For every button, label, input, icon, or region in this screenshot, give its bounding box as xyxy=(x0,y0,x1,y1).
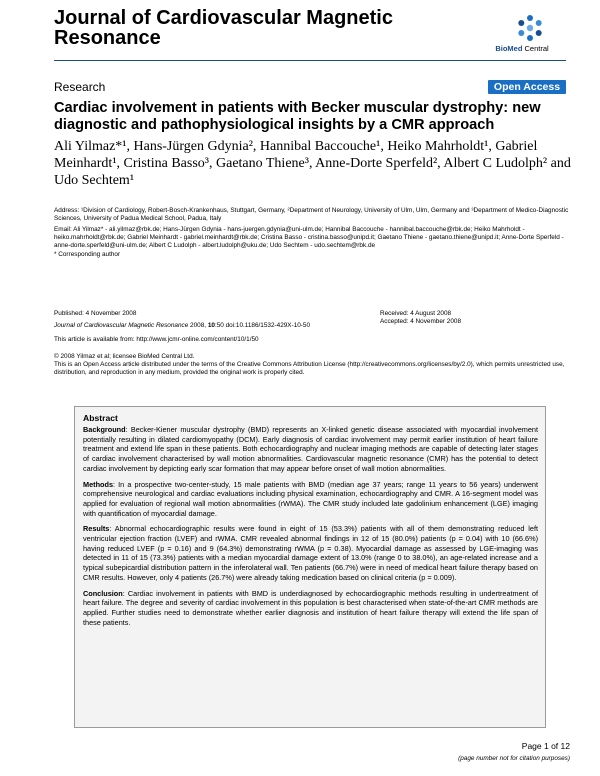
article-url[interactable]: This article is available from: http://www.jcmr-online.com/content/10/1/50 xyxy=(54,336,259,343)
citation-doi: :50 doi:10.1186/1532-429X-10-50 xyxy=(214,322,311,330)
abstract-conclusion: Conclusion: Cardiac involvement in patients with BMD is underdiagnosed by echocardiographic methods resulting in undertreatment of heart failure. The degree and severity of cardiac involvement in this population is best characterised when state-of-the-art CMR methods are applied. Further studies need to demonstrate whether earlier diagnosis and institution of heart failure therapy will extend the life span of these patients. xyxy=(83,588,538,627)
biomed-central-logo xyxy=(480,10,564,54)
citation-journal: Journal of Cardiovascular Magnetic Resonance xyxy=(54,322,189,330)
abstract-results: Results: Abnormal echocardiographic results were found in eight of 15 (53.3%) patients with all of them demonstrating reduced left ventricular ejection fraction (LVEF) and rWMA. CMR revealed abnormal findings in 12 of 15 (80.0%) patients (p = 0.04) with 10 (66.6%) having reduced LVEF (p = 0.16) and 9 (64.3%) demonstrating rWMA (p = 0.38). Myocardial damage as assessed by LGE-imaging was detected in 11 of 15 (73.3%) patients with a median myocardial damage extent of 13.0% (range 0 to 38.0%), an age-related increase and a typical subepicardial distribution pattern in the inferolateral wall. Ten patients (66.7%) were in need of medical heart failure therapy based on CMR results. However, only 4 patients (26.7%) were already taking medication based on clinical criteria (p = 0.009). xyxy=(83,524,538,582)
biomed-central-logo-text: BioMed Central xyxy=(495,44,549,53)
abstract-methods: Methods: In a prospective two-center-study, 15 male patients with BMD (median age 37 years; range 11 years to 56 years) underwent comprehensive neurological and cardiac evaluations including physical examination, echocardiography and CMR. A 16-segment model was applied for evaluation of regional wall motion abnormalities (rWMA). The CMR study included late gadolinium enhancement (LGE) imaging with quantification of myocardial damage. xyxy=(83,479,538,518)
article-title: Cardiac involvement in patients with Becker muscular dystrophy: new diagnostic and pathophysiological insights by a CMR approach xyxy=(54,100,541,133)
open-access-badge: Open Access xyxy=(488,80,566,94)
corresponding-author-note: * Corresponding author xyxy=(54,250,121,258)
abstract-background: Background: Becker-Kiener muscular dystrophy (BMD) represents an X-linked genetic disease associated with myocardial involvement potentially resulting in dilated cardiomyopathy (DCM). Early diagnosis of cardiac involvement may permit earlier institution of heart failure treatment and extend life span in these patients. Both echocardiography and nuclear imaging methods are capable of detecting later stages of cardiac involvement characterised by wall motion abnormalities. Cardiovascular magnetic resonance (CMR) has the potential to detect cardiac involvement by depicting early scar formation that may appear before onset of wall motion abnormalities. xyxy=(83,425,538,473)
citation xyxy=(54,322,384,330)
page-number: Page 1 of 12 xyxy=(521,741,570,751)
copyright-block xyxy=(54,353,574,378)
abstract-box xyxy=(74,406,546,728)
published-date: Published: 4 November 2008 xyxy=(54,310,137,317)
biomed-central-logo-mark xyxy=(480,10,564,44)
copyright-line: © 2008 Yilmaz et al; licensee BioMed Central Ltd. xyxy=(54,353,195,360)
email-list: Email: Ali Yilmaz* - ali.yilmaz@rbk.de; Hans-Jürgen Gdynia - hans-juergen.gdynia@uni-ulm.de; Hannibal Baccouche - hannibal.baccouche@rbk.de; Heiko Mahrholdt - heiko.mahrholdt@rbk.de; Gabriel Meinhardt - gabriel.meinhardt@rbk.de; Cristina Basso - cristina.basso@unipd.it; Gaetano Thiene - gaetano.thiene@unipd.it; Anne-Dorte Sperfeld - anne-dorte.sperfeld@uni-ulm.de; Albert C Ludolph - albert.ludolph@uku.de; Udo Sechtem - udo.sechtem@rbk.de xyxy=(54,226,564,250)
section-label: Research xyxy=(54,80,106,94)
citation-year: 2008, xyxy=(188,322,208,330)
author-emails xyxy=(54,226,574,259)
received-accepted xyxy=(380,310,570,326)
publication-meta xyxy=(54,310,384,330)
license-text: This is an Open Access article distributed under the terms of the Creative Commons Attribution License (http://creativecommons.org/licenses/by/2.0), which permits unrestricted use, distribution, and reproduction in any medium, provided the original work is properly cited. xyxy=(54,361,565,377)
author-list: Ali Yilmaz*¹, Hans-Jürgen Gdynia², Hannibal Baccouche¹, Heiko Mahrholdt¹, Gabriel Meinhardt¹, Cristina Basso³, Gaetano Thiene³, Anne-Dorte Sperfeld², Albert C Ludolph² and Udo Sechtem¹ xyxy=(54,139,571,188)
abstract-body xyxy=(83,425,538,633)
affiliations: Address: ¹Division of Cardiology, Robert-Bosch-Krankenhaus, Stuttgart, Germany, ²Department of Neurology, University of Ulm, Ulm, Germany and ³Department of Medico-Diagnostic Sciences, University of Padua Medical School, Padua, Italy xyxy=(54,207,569,223)
received-date: Received: 4 August 2008 xyxy=(380,310,452,317)
citation-volume: 10 xyxy=(207,322,215,330)
abstract-heading: Abstract xyxy=(83,413,118,423)
accepted-date: Accepted: 4 November 2008 xyxy=(380,318,461,326)
journal-title: Journal of Cardiovascular Magnetic Resonance xyxy=(54,7,393,49)
page-number-note: (page number not for citation purposes) xyxy=(458,755,570,762)
header-divider xyxy=(54,60,566,61)
